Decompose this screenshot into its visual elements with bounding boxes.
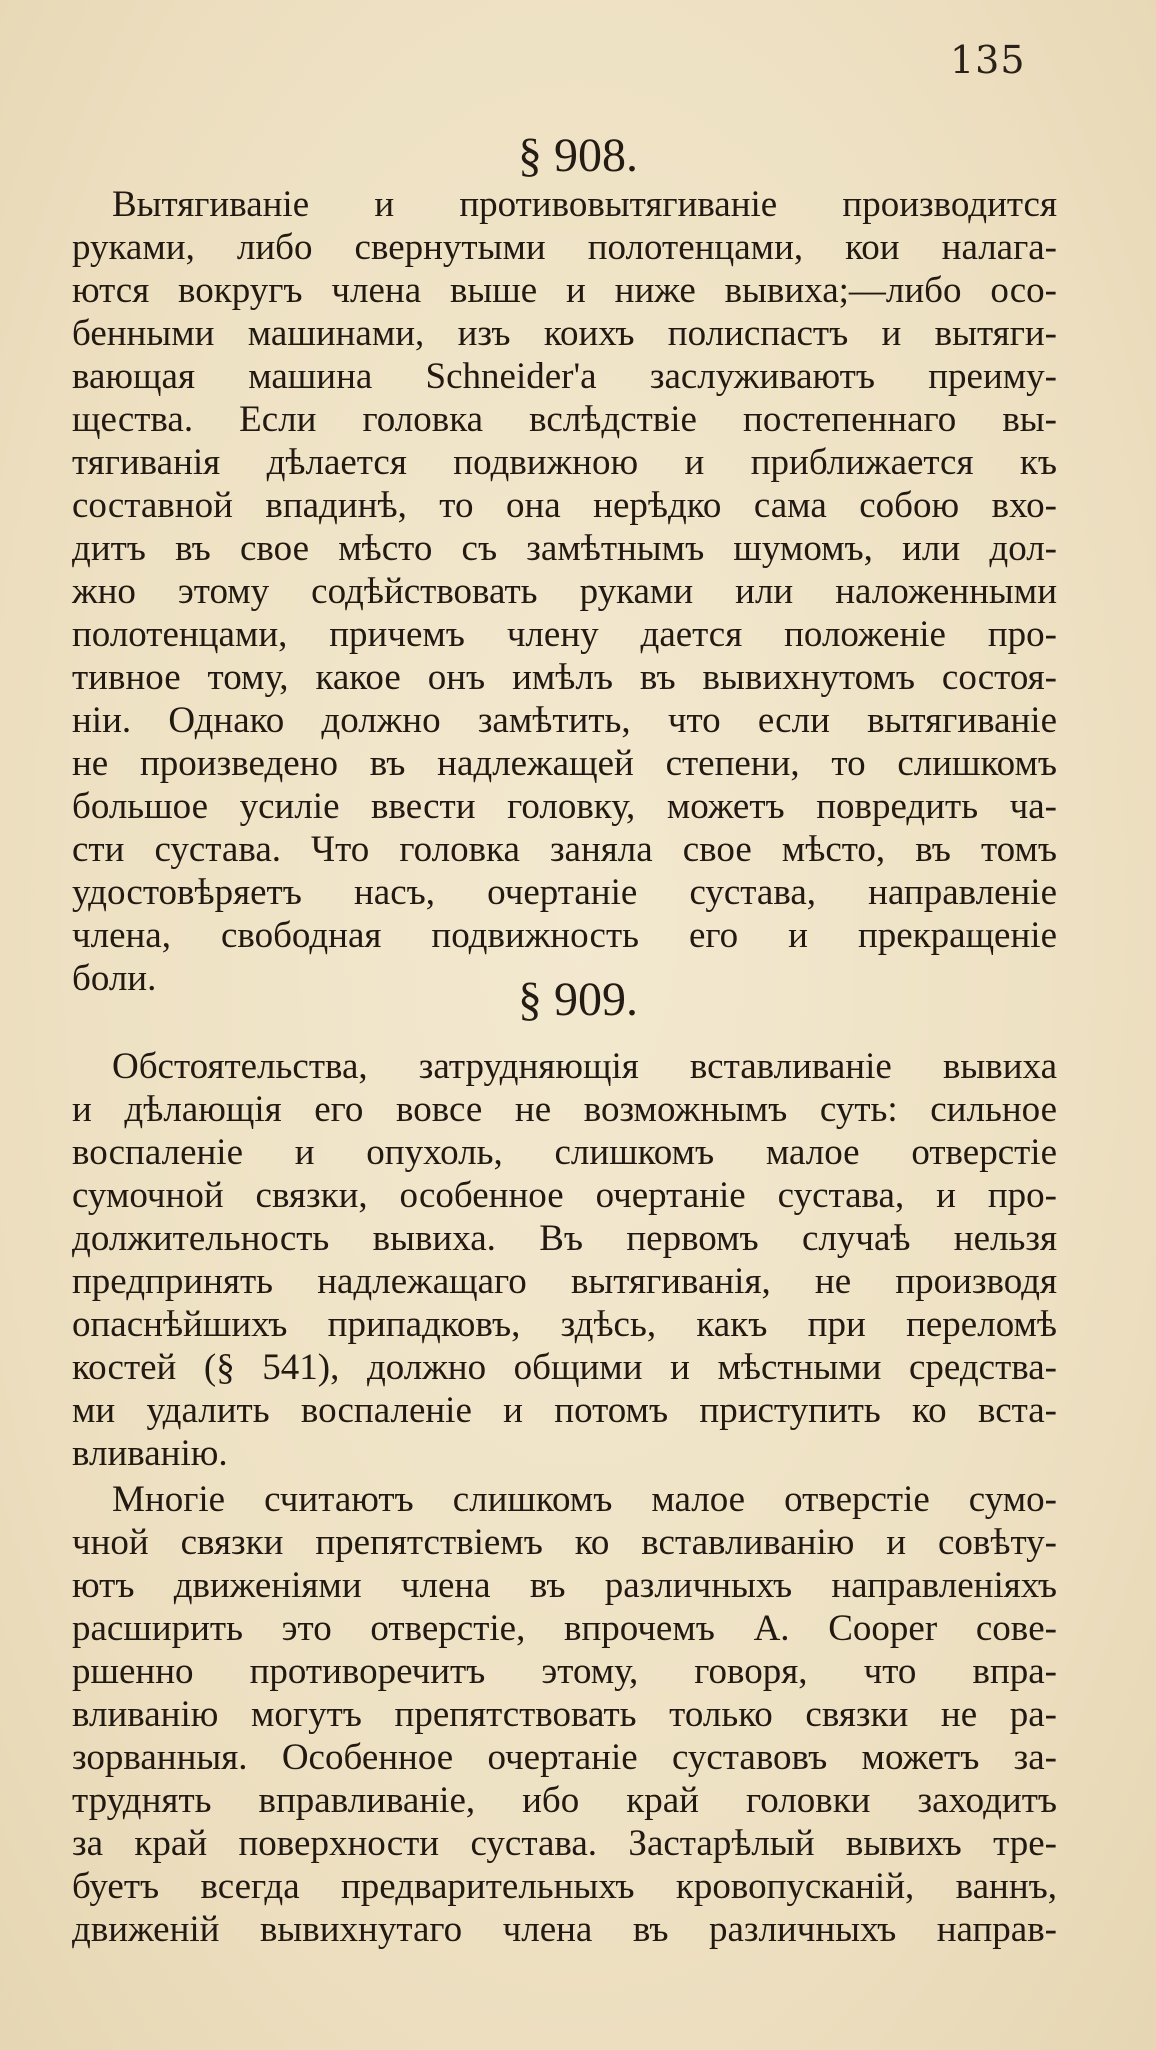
text-line: ются вокругъ члена выше и ниже вывиха;—либо осо- — [72, 270, 1057, 311]
text-line: вливанiю могутъ препятствовать только связки не ра- — [72, 1694, 1057, 1735]
text-line: сти сустава. Что головка заняла свое мѣсто, въ томъ — [72, 829, 1057, 870]
text-line: воспаленiе и опухоль, слишкомъ малое отверстiе — [72, 1132, 1057, 1173]
text-line: Многiе считаютъ слишкомъ малое отверстiе сумо- — [112, 1479, 1057, 1520]
text-line: бенными машинами, изъ коихъ полиспастъ и вытяги- — [72, 313, 1057, 354]
text-line: составной впадинѣ, то она нерѣдко сама собою вхо- — [72, 485, 1057, 526]
text-line: движенiй вывихнутаго члена въ различныхъ направ- — [72, 1909, 1057, 1950]
text-line: вливанiю. — [72, 1433, 228, 1474]
text-line: чной связки препятствiемъ ко вставливанiю и совѣту- — [72, 1522, 1057, 1563]
text-line: ютъ движенiями члена въ различныхъ направленiяхъ — [72, 1565, 1057, 1606]
text-line: буетъ всегда предварительныхъ кровопусканiй, ваннъ, — [72, 1866, 1057, 1907]
text-line: предпринять надлежащаго вытягиванiя, не производя — [72, 1261, 1057, 1302]
text-line: нiи. Однако должно замѣтить, что если вытягиванiе — [72, 700, 1057, 741]
text-line: тивное тому, какое онъ имѣлъ въ вывихнутомъ состоя- — [72, 657, 1057, 698]
section-heading-909: § 909. — [518, 973, 638, 1026]
text-line: ми удалить воспаленiе и потомъ приступить ко вста- — [72, 1390, 1057, 1431]
text-line: сумочной связки, особенное очертанiе сустава, и про- — [72, 1175, 1057, 1216]
text-line: расширить это отверстiе, впрочемъ A. Cooper совe- — [72, 1608, 1057, 1649]
paragraph-909-2 — [72, 1478, 1057, 1951]
text-line: руками, либо свернутыми полотенцами, кои налага- — [72, 227, 1057, 268]
text-line: жно этому содѣйствовать руками или наложенными — [72, 571, 1057, 612]
text-line: зорванныя. Особенное очертанiе суставовъ можетъ за- — [72, 1737, 1057, 1778]
text-line: опаснѣйшихъ припадковъ, здѣсь, какъ при переломѣ — [72, 1304, 1057, 1345]
text-line: полотенцами, причемъ члену дается положенiе про- — [72, 614, 1057, 655]
text-line: и дѣлающiя его вовсе не возможнымъ суть: сильное — [72, 1089, 1057, 1130]
text-line: боли. — [72, 958, 157, 999]
text-line: Обстоятельства, затрудняющiя вставливанiе вывиха — [112, 1046, 1057, 1087]
text-line: труднять вправливанiе, ибо край головки заходитъ — [72, 1780, 1057, 1821]
paragraph-909-1 — [72, 1045, 1057, 1475]
text-line: не произведено въ надлежащей степени, то слишкомъ — [72, 743, 1057, 784]
text-line: за край поверхности сустава. Застарѣлый вывихъ тре- — [72, 1823, 1057, 1864]
section-heading-908: § 908. — [518, 129, 638, 182]
text-line: должительность вывиха. Въ первомъ случаѣ нельзя — [72, 1218, 1057, 1259]
page-number: 135 — [950, 38, 1026, 82]
text-line: удостовѣряетъ насъ, очертанiе сустава, направленiе — [72, 872, 1057, 913]
text-line: большое усилiе ввести головку, можетъ повредить ча- — [72, 786, 1057, 827]
text-line: ршенно противоречитъ этому, говоря, что впра- — [72, 1651, 1057, 1692]
text-line: Вытягиванiе и противовытягиванiе производится — [112, 184, 1057, 225]
text-line: члена, свободная подвижность его и прекращенiе — [72, 915, 1057, 956]
text-line: вающая машина Schneider'а заслуживаютъ преиму- — [72, 356, 1057, 397]
paragraph-908 — [72, 183, 1057, 1000]
text-line: тягиванiя дѣлается подвижною и приближается къ — [72, 442, 1057, 483]
text-line: дитъ въ свое мѣсто съ замѣтнымъ шумомъ, или дол- — [72, 528, 1057, 569]
text-line: щества. Если головка вслѣдствiе постепеннаго вы- — [72, 399, 1057, 440]
text-line: костей (§ 541), должно общими и мѣстными средства- — [72, 1347, 1057, 1388]
